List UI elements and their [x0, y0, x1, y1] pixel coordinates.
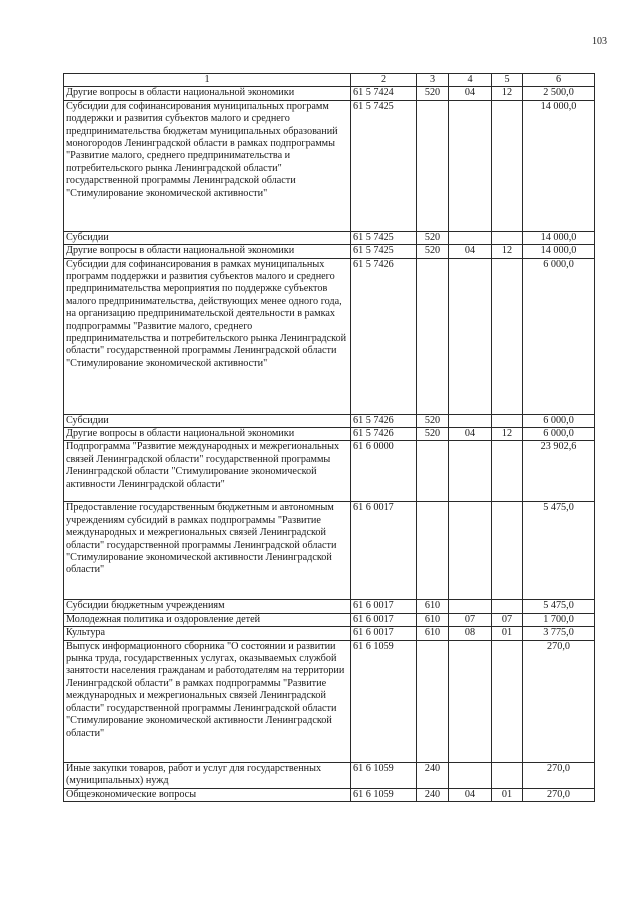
row-subsection: [492, 258, 523, 414]
row-amount: 6 000,0: [523, 428, 595, 441]
header-cell-4: 4: [449, 74, 492, 87]
row-amount: 23 902,6: [523, 441, 595, 502]
row-section: [449, 441, 492, 502]
row-subsection: [492, 762, 523, 788]
row-code: 61 6 0017: [351, 502, 417, 600]
row-code: 61 5 7424: [351, 87, 417, 100]
table-row: [64, 87, 595, 100]
table-row: [64, 231, 595, 244]
table-row: [64, 428, 595, 441]
row-amount: 14 000,0: [523, 231, 595, 244]
header-cell-3: 3: [417, 74, 449, 87]
row-amount: 270,0: [523, 762, 595, 788]
table-row: [64, 441, 595, 502]
row-expense-type: [417, 640, 449, 762]
row-expense-type: 520: [417, 414, 449, 427]
row-code: 61 6 0017: [351, 627, 417, 640]
row-section: 04: [449, 245, 492, 258]
table-header-row: [64, 74, 595, 87]
row-expense-type: 610: [417, 600, 449, 613]
row-amount: 3 775,0: [523, 627, 595, 640]
row-amount: 1 700,0: [523, 613, 595, 626]
header-cell-5: 5: [492, 74, 523, 87]
row-expense-type: 610: [417, 627, 449, 640]
row-expense-type: 520: [417, 231, 449, 244]
table-row: [64, 627, 595, 640]
row-name: Субсидии: [64, 414, 351, 427]
row-amount: 14 000,0: [523, 100, 595, 231]
row-name: Другие вопросы в области национальной экономики: [64, 428, 351, 441]
row-amount: 6 000,0: [523, 414, 595, 427]
row-expense-type: [417, 441, 449, 502]
row-section: [449, 600, 492, 613]
row-section: 04: [449, 788, 492, 801]
row-name: Молодежная политика и оздоровление детей: [64, 613, 351, 626]
row-section: [449, 231, 492, 244]
row-amount: 6 000,0: [523, 258, 595, 414]
row-subsection: [492, 231, 523, 244]
row-code: 61 6 1059: [351, 762, 417, 788]
row-expense-type: [417, 258, 449, 414]
row-name: Субсидии для софинансирования в рамках муниципальных программ поддержки и развития субъектов малого и среднего предпринимательства мероприятия по поддержке субъектов малого предпринимательства, действующих менее одного года, на организацию предпринимательской деятельности в рамках подпрограммы "Развитие малого, среднего предпринимательства и потребительского рынка Ленинградской области" государственной программы Ленинградской области "Стимулирование экономической активности": [64, 258, 351, 414]
row-amount: 5 475,0: [523, 600, 595, 613]
table-row: [64, 762, 595, 788]
row-section: 08: [449, 627, 492, 640]
row-subsection: [492, 502, 523, 600]
row-expense-type: 520: [417, 245, 449, 258]
row-subsection: [492, 600, 523, 613]
row-section: [449, 762, 492, 788]
row-expense-type: 610: [417, 613, 449, 626]
row-section: [449, 414, 492, 427]
row-name: Подпрограмма "Развитие международных и межрегиональных связей Ленинградской области" государственной программы Ленинградской области "Стимулирование экономической активности Ленинградской области": [64, 441, 351, 502]
row-amount: 2 500,0: [523, 87, 595, 100]
row-code: 61 6 0017: [351, 613, 417, 626]
row-expense-type: [417, 502, 449, 600]
row-code: 61 6 1059: [351, 640, 417, 762]
row-expense-type: [417, 100, 449, 231]
row-code: 61 5 7426: [351, 428, 417, 441]
row-subsection: [492, 100, 523, 231]
row-section: [449, 258, 492, 414]
row-name: Общеэкономические вопросы: [64, 788, 351, 801]
row-section: [449, 502, 492, 600]
row-name: Субсидии для софинансирования муниципальных программ поддержки и развития субъектов малого и среднего предпринимательства бюджетам муниципальных образований моногородов Ленинградской области в рамках подпрограммы "Развитие малого, среднего предпринимательства и потребительского рынка Ленинградской области" государственной программы Ленинградской области "Стимулирование экономической активности": [64, 100, 351, 231]
row-subsection: 07: [492, 613, 523, 626]
row-expense-type: 240: [417, 762, 449, 788]
row-name: Предоставление государственным бюджетным и автономным учреждениям субсидий в рамках подпрограммы "Развитие международных и межрегиональных связей Ленинградской области" государственной программы Ленинградской области "Стимулирование экономической активности Ленинградской области": [64, 502, 351, 600]
row-subsection: 12: [492, 87, 523, 100]
header-cell-2: 2: [351, 74, 417, 87]
row-section: 04: [449, 428, 492, 441]
row-subsection: 12: [492, 428, 523, 441]
row-name: Иные закупки товаров, работ и услуг для государственных (муниципальных) нужд: [64, 762, 351, 788]
page-number: 103: [592, 36, 607, 47]
row-code: 61 5 7425: [351, 100, 417, 231]
row-code: 61 6 0000: [351, 441, 417, 502]
row-subsection: 01: [492, 788, 523, 801]
row-subsection: [492, 414, 523, 427]
table-row: [64, 100, 595, 231]
table-row: [64, 640, 595, 762]
row-section: 07: [449, 613, 492, 626]
row-code: 61 6 1059: [351, 788, 417, 801]
row-code: 61 5 7425: [351, 245, 417, 258]
row-amount: 14 000,0: [523, 245, 595, 258]
row-subsection: 01: [492, 627, 523, 640]
header-cell-1: 1: [64, 74, 351, 87]
row-code: 61 5 7425: [351, 231, 417, 244]
table-row: [64, 613, 595, 626]
row-amount: 270,0: [523, 788, 595, 801]
table-row: [64, 600, 595, 613]
row-name: Субсидии: [64, 231, 351, 244]
table-row: [64, 258, 595, 414]
row-subsection: [492, 640, 523, 762]
row-amount: 5 475,0: [523, 502, 595, 600]
row-name: Выпуск информационного сборника "О состоянии и развитии рынка труда, государственных услугах, оказываемых службой занятости населения гражданам и работодателям на территории Ленинградской области" в рамках подпрограммы "Развитие международных и межрегиональных связей Ленинградской области" государственной программы Ленинградской области "Стимулирование экономической активности Ленинградской области": [64, 640, 351, 762]
row-expense-type: 240: [417, 788, 449, 801]
table-row: [64, 245, 595, 258]
row-section: [449, 640, 492, 762]
row-section: [449, 100, 492, 231]
row-expense-type: 520: [417, 428, 449, 441]
row-name: Другие вопросы в области национальной экономики: [64, 245, 351, 258]
row-code: 61 6 0017: [351, 600, 417, 613]
budget-table: [63, 73, 595, 802]
table-row: [64, 414, 595, 427]
header-cell-6: 6: [523, 74, 595, 87]
row-code: 61 5 7426: [351, 414, 417, 427]
table-row: [64, 502, 595, 600]
row-section: 04: [449, 87, 492, 100]
row-expense-type: 520: [417, 87, 449, 100]
row-amount: 270,0: [523, 640, 595, 762]
row-name: Культура: [64, 627, 351, 640]
row-subsection: [492, 441, 523, 502]
table-row: [64, 788, 595, 801]
row-name: Другие вопросы в области национальной экономики: [64, 87, 351, 100]
row-subsection: 12: [492, 245, 523, 258]
row-code: 61 5 7426: [351, 258, 417, 414]
row-name: Субсидии бюджетным учреждениям: [64, 600, 351, 613]
